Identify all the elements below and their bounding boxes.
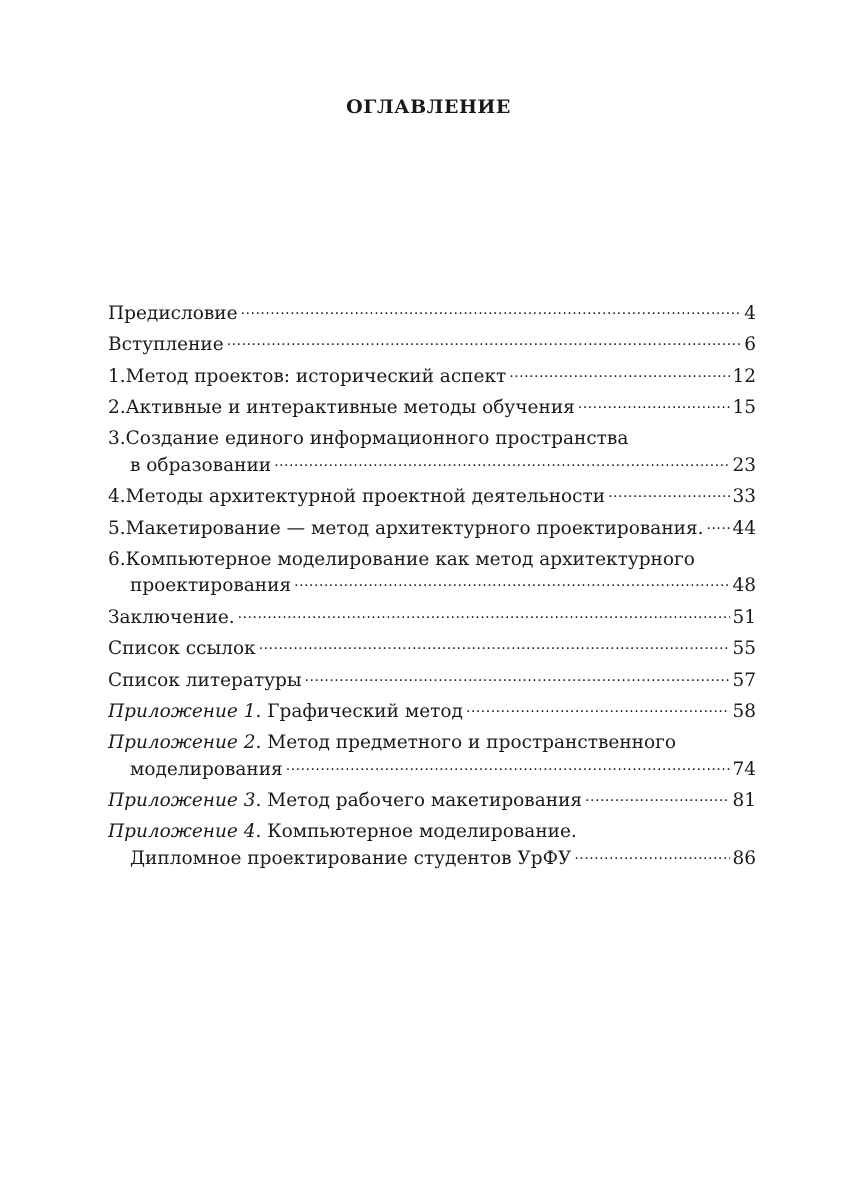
- toc-page-number: 51: [732, 606, 756, 628]
- toc-leader-dots: [294, 573, 730, 592]
- toc-line: [108, 699, 756, 726]
- table-of-contents: [108, 300, 756, 877]
- toc-entry-continuation: проектирования: [130, 575, 292, 596]
- toc-leader-dots: [574, 845, 730, 864]
- toc-entry-number: 6.: [108, 548, 126, 570]
- toc-entry-continuation: Дипломное проектирование студентов УрФУ: [130, 847, 572, 869]
- toc-page-number: 81: [732, 790, 756, 811]
- toc-page-number: 6: [744, 334, 756, 355]
- toc-line: [108, 547, 756, 573]
- toc-page-number: 74: [732, 758, 756, 780]
- toc-entry-text: . Графический метод: [255, 701, 463, 722]
- toc-entry-text: . Метод рабочего макетирования: [255, 790, 583, 811]
- toc-entry-title: [108, 516, 704, 542]
- toc-entry-title: [108, 364, 506, 390]
- toc-leader-dots: [585, 788, 730, 807]
- toc-entry[interactable]: [108, 730, 756, 783]
- toc-leader-dots: [259, 636, 731, 655]
- toc-entry[interactable]: [108, 484, 756, 511]
- toc-page-number: 33: [732, 486, 756, 507]
- toc-leader-dots: [286, 756, 731, 775]
- toc-page-number: 58: [732, 701, 756, 722]
- toc-page-number: 55: [732, 638, 756, 659]
- toc-leader-dots: [608, 484, 730, 503]
- toc-line: [108, 332, 756, 359]
- toc-entry-title: [108, 699, 463, 725]
- toc-leader-dots: [707, 515, 731, 534]
- toc-entry-text: . Компьютерное моделирование.: [255, 821, 577, 842]
- toc-entry[interactable]: [108, 300, 756, 327]
- toc-entry-text: Активные и интерактивные методы обучения: [125, 397, 575, 418]
- toc-leader-dots: [227, 332, 743, 351]
- toc-entry-title: Предисловие: [108, 302, 238, 324]
- toc-line: [108, 484, 756, 511]
- toc-entry-continuation: моделирования: [130, 758, 283, 780]
- toc-entry-title: Список литературы: [108, 669, 302, 691]
- toc-entry-title: [108, 395, 575, 421]
- toc-page-number: 23: [732, 454, 756, 476]
- toc-line: [108, 667, 756, 694]
- toc-line: [108, 604, 756, 631]
- toc-line: [108, 300, 756, 327]
- toc-line: [108, 756, 756, 783]
- toc-leader-dots: [509, 363, 730, 382]
- toc-entry[interactable]: [108, 426, 756, 479]
- toc-entry[interactable]: [108, 699, 756, 726]
- toc-line: [108, 819, 756, 845]
- toc-entry-text: Метод проектов: исторический аспект: [125, 365, 507, 387]
- toc-line: [108, 363, 756, 390]
- toc-appendix-label: Приложение 4: [108, 821, 256, 842]
- toc-page-number: 4: [744, 302, 756, 324]
- toc-line: [108, 573, 756, 600]
- toc-entry[interactable]: [108, 819, 756, 872]
- toc-line: [108, 515, 756, 542]
- toc-appendix-label: Приложение 2: [108, 732, 256, 753]
- toc-page-number: 48: [732, 575, 756, 596]
- toc-entry-number: 4.: [108, 486, 126, 507]
- toc-line: [108, 730, 756, 756]
- toc-line: [108, 636, 756, 663]
- page-title: ОГЛАВЛЕНИЕ: [346, 96, 511, 118]
- toc-page-number: 57: [732, 669, 756, 691]
- toc-line: [108, 845, 756, 872]
- toc-entry[interactable]: [108, 636, 756, 663]
- toc-entry-text: Компьютерное моделирование как метод архитектурного: [125, 548, 695, 570]
- toc-line: [108, 395, 756, 422]
- toc-appendix-label: Приложение 3: [108, 790, 256, 811]
- toc-entry-title: Список ссылок: [108, 638, 256, 659]
- toc-entry-text: Макетирование — метод архитектурного проектирования.: [125, 517, 704, 539]
- toc-line: [108, 452, 756, 479]
- toc-entry-title: Заключение.: [108, 606, 235, 628]
- toc-page-number: 12: [732, 365, 756, 387]
- toc-entry-text: Создание единого информационного пространства: [125, 428, 629, 449]
- toc-leader-dots: [578, 395, 731, 414]
- toc-entry-title: [108, 788, 582, 814]
- toc-page-number: 44: [732, 517, 756, 539]
- toc-entry-number: 5.: [108, 517, 126, 539]
- toc-entry-title: Вступление: [108, 334, 224, 355]
- toc-appendix-label: Приложение 1: [108, 701, 256, 722]
- toc-leader-dots: [238, 604, 731, 623]
- toc-entry-text: . Метод предметного и пространственного: [255, 732, 676, 753]
- toc-entry-number: 3.: [108, 428, 126, 449]
- toc-line: [108, 788, 756, 815]
- toc-entry-title: [108, 484, 605, 510]
- toc-entry-text: Методы архитектурной проектной деятельности: [125, 486, 606, 507]
- toc-entry[interactable]: [108, 332, 756, 359]
- toc-entry[interactable]: [108, 515, 756, 542]
- toc-entry[interactable]: [108, 788, 756, 815]
- toc-entry[interactable]: [108, 667, 756, 694]
- toc-entry-number: 1.: [108, 365, 126, 387]
- toc-entry[interactable]: [108, 395, 756, 422]
- toc-leader-dots: [466, 699, 731, 718]
- toc-entry[interactable]: [108, 547, 756, 600]
- toc-page-number: 86: [732, 847, 756, 869]
- toc-leader-dots: [241, 300, 743, 319]
- toc-line: [108, 426, 756, 452]
- toc-page-number: 15: [732, 397, 756, 418]
- toc-entry[interactable]: [108, 604, 756, 631]
- toc-entry-continuation: в образовании: [130, 454, 272, 476]
- toc-entry-number: 2.: [108, 397, 126, 418]
- toc-leader-dots: [305, 667, 731, 686]
- toc-entry[interactable]: [108, 363, 756, 390]
- toc-leader-dots: [274, 452, 730, 471]
